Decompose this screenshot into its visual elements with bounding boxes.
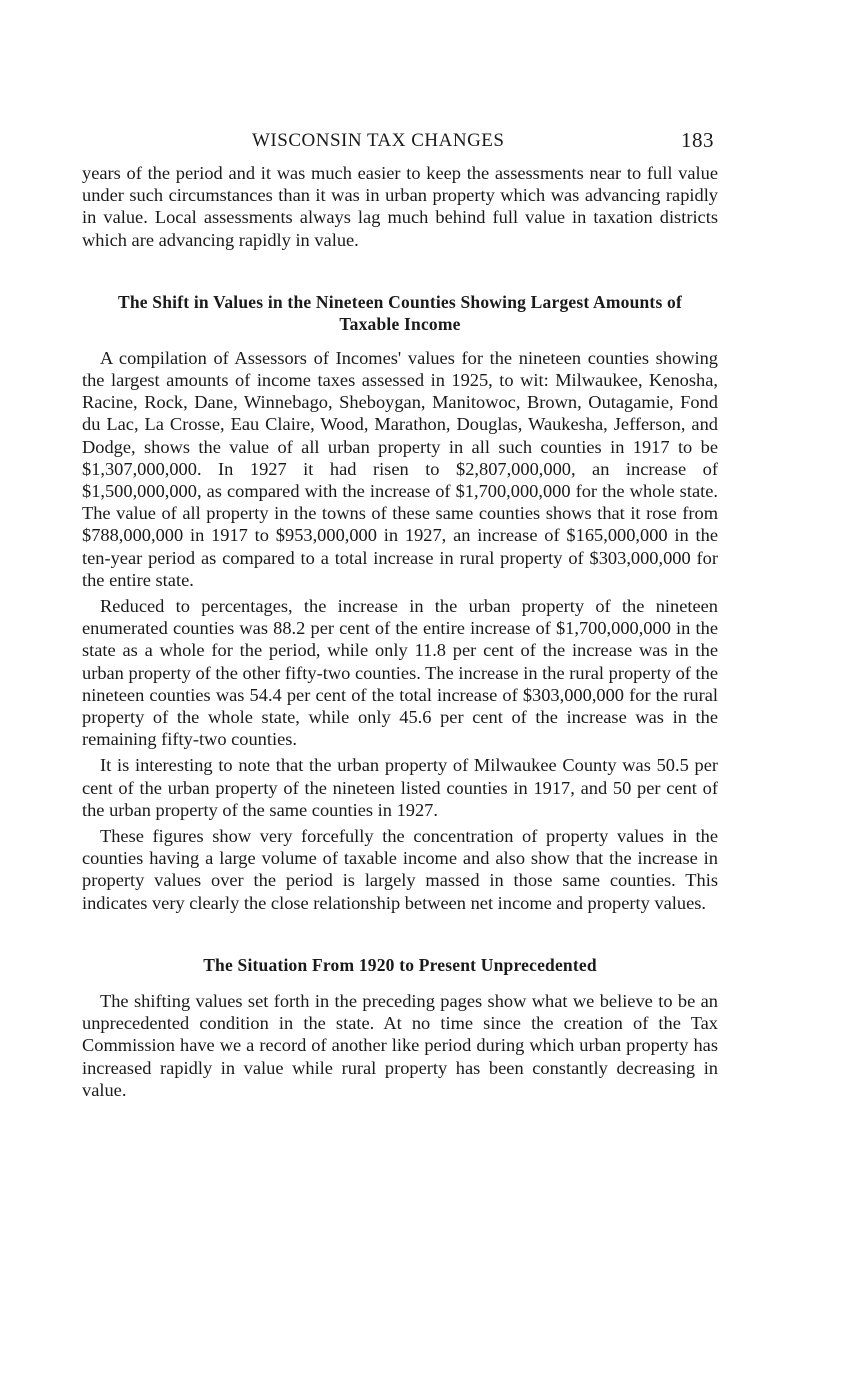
running-header [82, 126, 718, 162]
paragraph-milwaukee: It is interesting to note that the urban property of Milwaukee County was 50.5 per cent of the urban property of the nineteen listed counties in 1917, and 50 per cent of the urban property of the same counties in 1927. [82, 755, 718, 820]
page-number: 183 [681, 128, 714, 152]
paragraph-shifting-values: The shifting values set forth in the preceding pages show what we believe to be an unprecedented condition in the state. At no time since the creation of the Tax Commission have we a record of another like period during which urban property has increased rapidly in value while rural property has been constantly decreasing in value. [82, 990, 718, 1100]
running-title: WISCONSIN TAX CHANGES [252, 130, 505, 151]
paragraph-concentration: These figures show very forcefully the concentration of property values in the counties having a large volume of taxable income and also show that the increase in property values over the period is largely massed in those same counties. This indicates very clearly the close relationship between net income and property values. [82, 826, 718, 913]
paragraph-percentages: Reduced to percentages, the increase in the urban property of the nineteen enumerated counties was 88.2 per cent of the entire increase of $1,700,000,000 in the state as a whole for the period, while only 11.8 per cent of the increase was in the urban property of the other fifty-two counties. The increase in the rural property of the nineteen counties was 54.4 per cent of the total increase of $303,000,000 for the rural property of the whole state, while only 45.6 per cent of the increase was in the remaining fifty-two counties. [82, 596, 718, 750]
section-heading-nineteen-counties: The Shift in Values in the Nineteen Counties Showing Largest Amounts of Taxable Income [117, 291, 683, 334]
intro-paragraph: years of the period and it was much easier to keep the assessments near to full value under such circumstances than it was in urban property which was advancing rapidly in value. Local assessments always lag much behind full value in taxation districts which are advancing rapidly in value. [82, 163, 718, 250]
paragraph-compilation: A compilation of Assessors of Incomes' values for the nineteen counties showing the largest amounts of income taxes assessed in 1925, to wit: Milwaukee, Kenosha, Racine, Rock, Dane, Winnebago, Sheboygan, Manitowoc, Brown, Outagamie, Fond du Lac, La Crosse, Eau Claire, Wood, Marathon, Douglas, Waukesha, Jefferson, and Dodge, shows the value of all urban property in all such counties in 1917 to be $1,307,000,000. In 1927 it had risen to $2,807,000,000, an increase of $1,500,000,000, as compared with the increase of $1,700,000,000 for the whole state. The value of all property in the towns of these same counties shows that it rose from $788,000,000 in 1917 to $953,000,000 in 1927, an increase of $165,000,000 in the ten-year period as compared to a total increase in rural property of $303,000,000 for the entire state. [82, 347, 718, 590]
section-heading-unprecedented: The Situation From 1920 to Present Unprecedented [203, 954, 597, 975]
book-page [82, 126, 718, 1101]
